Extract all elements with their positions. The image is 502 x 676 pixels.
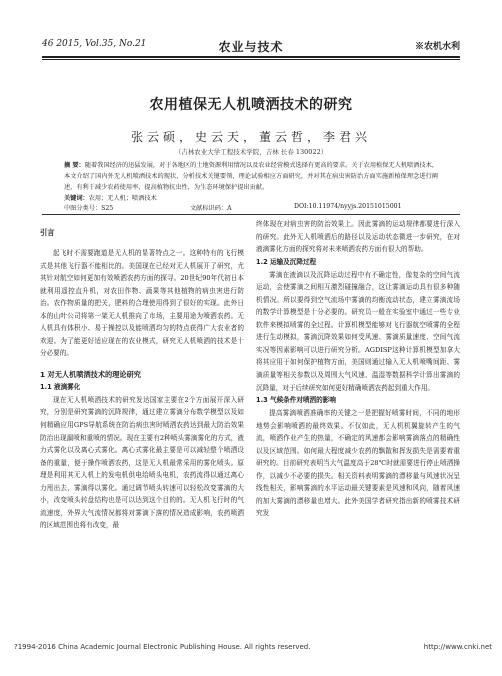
copyright-notice: ?1994-2016 China Academic Journal Electronic Publishing House. All rights reserved. — [14, 643, 311, 651]
intro-heading: 引言 — [40, 228, 55, 237]
section-1-3-paragraph: 提高雾滴喷洒准确率的关键之一是把握好喷雾时间，不同的地形地势会影响喷洒的最终效果。不仅如此，无人机机翼旋转产生的气流，喷洒作业产生的热量，不确定的风速都会影响雾滴落点的精确性以及区域范围。如何最大程度减少农药的飘散和挥发损失是需要着重研究的。目前研究表明当大气温度高于28℃时就需要进行停止喷洒操作，以减少不必要的损失。相关资料表明雾滴的漂移量与风速状况呈线性相关，影响雾滴的水平运动最关键要素是风速和风向，随着风速的加大雾滴的漂移量也增大。此外美国学者研究指出新的喷雾技术研究发 — [256, 409, 460, 518]
right-column — [256, 218, 460, 520]
section-1-1-paragraph: 现在无人机喷洒技术的研究发达国家主要在2个方面展开深入研究，分别是研究雾滴的沉降规律，通过建立雾滴分布数学模型以及如何精确应用GPS导航系统在防治病虫害时喷洒农药达到最大防治效果防治出现漏喷和重喷的情况。现在主要有2种喷头雾滴雾化的方式，液力式雾化以及离心式雾化。离心式雾化最主要是可以减轻整个喷洒设备的重量，便于操作喷洒农药，这是无人机最常采用的雾化喷头。原理是利用其无人机上的发电机供电给喷头电机，农药流得以通过离心力甩出去，雾滴得以雾化。通过调节喷头转速可以轻松改变雾滴的大小，改变喷头转盘结构也是可以达到这个目的的。无人机飞行时的气流速度，外界大气流情况都将对雾滴下落的情况造成影响，农药喷洒的区域范围也将有改变，最 — [40, 395, 244, 530]
abstract-text: 随着我国经济的迅猛发展，对于各地区的土地资源利用情况以及农业经营模式选择有更高的要求。关于农用植保无人机喷洒技术，本文介绍了国内外无人机喷洒技术的现状，分析技术关键要领，理论试验相应方面研究，并对其在病虫害防治方面实施新植保理念进行阐述，有利于减少农药使用率，提高植物抗虫性，为生态环境保护提出贡献。 — [64, 162, 439, 191]
abstract-rule — [42, 214, 460, 215]
header-rule-thick — [42, 56, 460, 58]
section-1-2-paragraph: 雾滴在液滴以及沉降运动过程中有不确定性，像复杂的空间气流运动，会使雾滴之间相互激烈碰撞融合，这让雾滴运动具有很多种随机情况。所以要得到空气流场中雾滴的均衡流动状态，建立雾滴流场的数学计算模型是十分必要的。研究员一般在实验室中通过一些专业软件来模拟喷雾的全过程。计算机模型能够对飞行器航空喷雾的全程进行生动模拟，雾滴沉降效果如何受风速、雾滴质量速度、空间气流实况等因素影响可以进行研究分析。AGDISP这种计算机模型加拿大将其应用于如何保护植物方面，美国则通过输入无人机喷嘴间距、雾滴质量等相关参数以及周围大气风速、温湿等数据科学计算出雾滴的沉降量，对于后续研究如何更好精确喷洒农药起到重大作用。 — [256, 270, 460, 392]
section-1-heading: 1 对无人机喷洒技术的理论研究 — [40, 369, 141, 379]
section-1-1-heading: 1.1 液滴雾化 — [40, 382, 81, 391]
intro-paragraph: 起飞时不需要跑道是无人机的显著特点之一。这种特有的飞行模式是其他飞行器不能相比的。美国现在已经对无人机展开了研究，尤其针对航空如何更加有效喷洒农药方面的探寻。20世纪90年代初日本就利用遥控直升机，对农田作物、蔬果等其他植物的病虫害进行防治。农作物质量的把关，肥料的合理使用得到了很好的实现。此外日本的山叶公司将第一架无人机推向了市场，主要用途为喷洒农药。无人机具有体积小、易于操控以及能喷洒均匀的特点获得广大农业者的欢迎。为了能更好适应现在的农业模式，研究无人机喷洒的技术是十分必要的。 — [40, 249, 244, 358]
clc-number: 中图分类号：S25 — [64, 205, 114, 212]
document-code: 文献标识码：A — [190, 205, 232, 212]
keywords — [64, 193, 438, 202]
header-rule-thin — [42, 59, 460, 60]
keywords-label: 关键词： — [64, 195, 89, 202]
cnki-url[interactable]: http://www.cnki.net — [423, 643, 492, 651]
abstract — [64, 160, 438, 193]
section-1-3-heading: 1.3 气候条件对喷洒的影响 — [256, 396, 336, 405]
keywords-text: 农用；无人机；喷洒技术 — [88, 195, 157, 202]
running-header — [42, 38, 460, 54]
continued-paragraph: 终体现在对病虫害的防治效果上。因此雾滴的运动规律都要进行深入的研究。此外无人机喷洒后的路径以及运动状态微进一步研究，在对液滴雾化方面的探究将对未来喷洒农药方面有很大的帮助。 — [256, 220, 460, 254]
journal-name: 农业与技术 — [218, 40, 284, 54]
issue-info: 46 2015, Vol.35, No.21 — [42, 39, 147, 49]
article-meta — [64, 203, 438, 213]
doi: DOI:10.11974/nyyjs.20151015001 — [294, 203, 402, 210]
article-authors: 张云硕，史云天，董云哲，李君兴 — [130, 130, 371, 144]
left-column — [40, 226, 244, 532]
abstract-label: 摘 要： — [64, 162, 85, 169]
column-name: ※农机水利 — [414, 42, 460, 52]
author-affiliation: （吉林农业大学工程技术学院，吉林 长春 130022） — [174, 148, 328, 156]
article-title: 农用植保无人机喷洒技术的研究 — [149, 97, 353, 113]
section-1-2-heading: 1.2 运输及沉降过程 — [256, 257, 317, 266]
